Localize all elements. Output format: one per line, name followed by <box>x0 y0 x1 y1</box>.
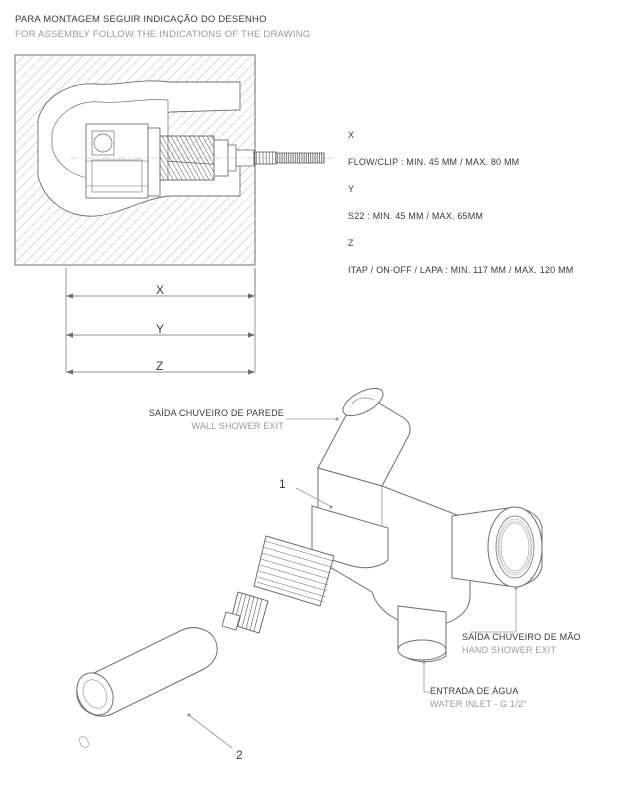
legend-value-z: ITAP / ON-OFF / LAPA : MIN. 117 MM / MAX. 120 MM <box>348 265 574 275</box>
legend-block <box>348 130 603 292</box>
callout-hand-shower-exit-pt: SAÍDA CHUVEIRO DE MÃO <box>462 632 581 642</box>
callout-water-inlet <box>430 686 527 709</box>
callout-water-inlet-en: WATER INLET - G 1/2" <box>430 699 527 709</box>
dimension-label-y: Y <box>156 322 165 336</box>
legend-label-z: Z <box>348 238 354 248</box>
header-title-pt: PARA MONTAGEM SEGUIR INDICAÇÃO DO DESENHO <box>15 14 267 25</box>
dimension-label-x: X <box>156 283 165 297</box>
part-number-1: 1 <box>279 477 286 491</box>
dimension-label-z: Z <box>156 359 164 373</box>
header-title-en: FOR ASSEMBLY FOLLOW THE INDICATIONS OF THE DRAWING <box>15 29 311 40</box>
callout-hand-shower-exit <box>462 632 581 655</box>
legend-value-x: FLOW/CLIP : MIN. 45 MM / MAX. 80 MM <box>348 157 520 167</box>
callout-wall-shower-exit <box>0 408 284 431</box>
legend-value-y: S22 : MIN. 45 MM / MAX. 65MM <box>348 211 484 221</box>
part-number-2: 2 <box>236 748 243 762</box>
callout-wall-shower-exit-en: WALL SHOWER EXIT <box>191 421 284 431</box>
callout-hand-shower-exit-en: HAND SHOWER EXIT <box>462 645 557 655</box>
callout-water-inlet-pt: ENTRADA DE ÁGUA <box>430 686 519 696</box>
legend-label-y: Y <box>348 184 355 194</box>
legend-label-x: X <box>348 130 355 140</box>
callout-wall-shower-exit-pt: SAÍDA CHUVEIRO DE PAREDE <box>148 408 284 418</box>
